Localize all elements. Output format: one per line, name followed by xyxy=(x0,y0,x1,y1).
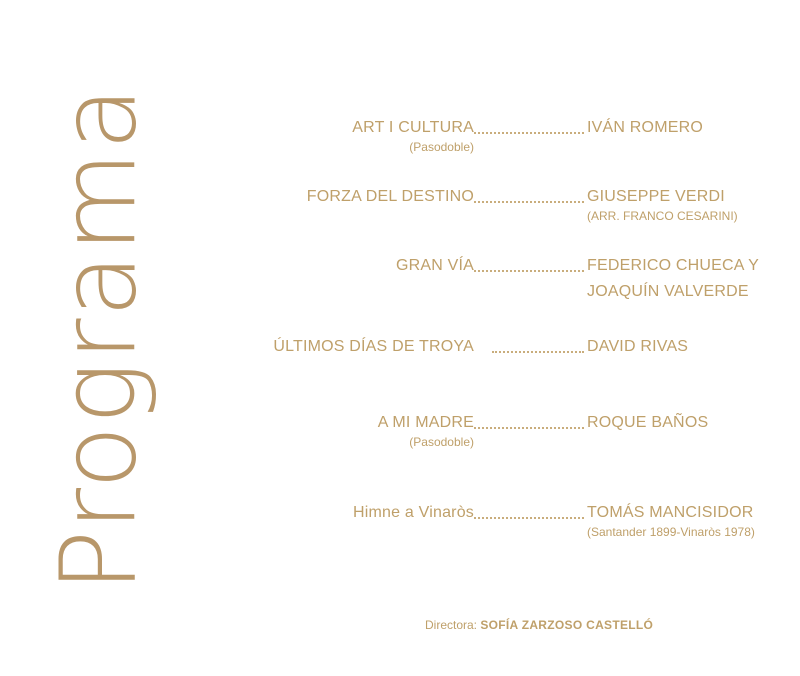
program-entry xyxy=(0,504,800,539)
piece-note: (Pasodoble) xyxy=(409,435,474,449)
program-title-text: Programa xyxy=(37,85,159,593)
composer-name-line2: JOAQUÍN VALVERDE xyxy=(587,283,749,300)
dot-leader xyxy=(474,517,584,519)
program-entry xyxy=(0,119,800,154)
piece-title: ÚLTIMOS DÍAS DE TROYA xyxy=(273,338,474,355)
composer-name: IVÁN ROMERO xyxy=(587,119,703,136)
program-entry xyxy=(0,414,800,449)
program-entry xyxy=(0,257,800,300)
program-entry xyxy=(0,188,800,223)
composer-note: (ARR. FRANCO CESARINI) xyxy=(587,209,738,223)
composer-name: GIUSEPPE VERDI xyxy=(587,188,725,205)
dot-leader xyxy=(474,201,584,203)
composer-note: (Santander 1899-Vinaròs 1978) xyxy=(587,525,755,539)
piece-title: A MI MADRE xyxy=(377,414,474,431)
director-name: SOFÍA ZARZOSO CASTELLÓ xyxy=(480,618,654,632)
program-entry xyxy=(0,338,800,360)
composer-name: ROQUE BAÑOS xyxy=(587,414,709,431)
director-label: Directora: xyxy=(425,618,481,632)
director-credit xyxy=(425,618,653,632)
dot-leader xyxy=(474,270,584,272)
piece-title: Himne a Vinaròs xyxy=(353,504,474,521)
composer-name: DAVID RIVAS xyxy=(587,338,689,355)
piece-title: FORZA DEL DESTINO xyxy=(306,188,474,205)
dot-leader xyxy=(474,132,584,134)
piece-note: (Pasodoble) xyxy=(409,140,474,154)
piece-title: ART I CULTURA xyxy=(352,119,474,136)
composer-name: TOMÁS MANCISIDOR xyxy=(587,504,754,521)
composer-name: FEDERICO CHUECA Y xyxy=(587,257,760,274)
dot-leader xyxy=(474,427,584,429)
piece-title: GRAN VÍA xyxy=(395,257,474,274)
dot-leader xyxy=(492,351,584,353)
